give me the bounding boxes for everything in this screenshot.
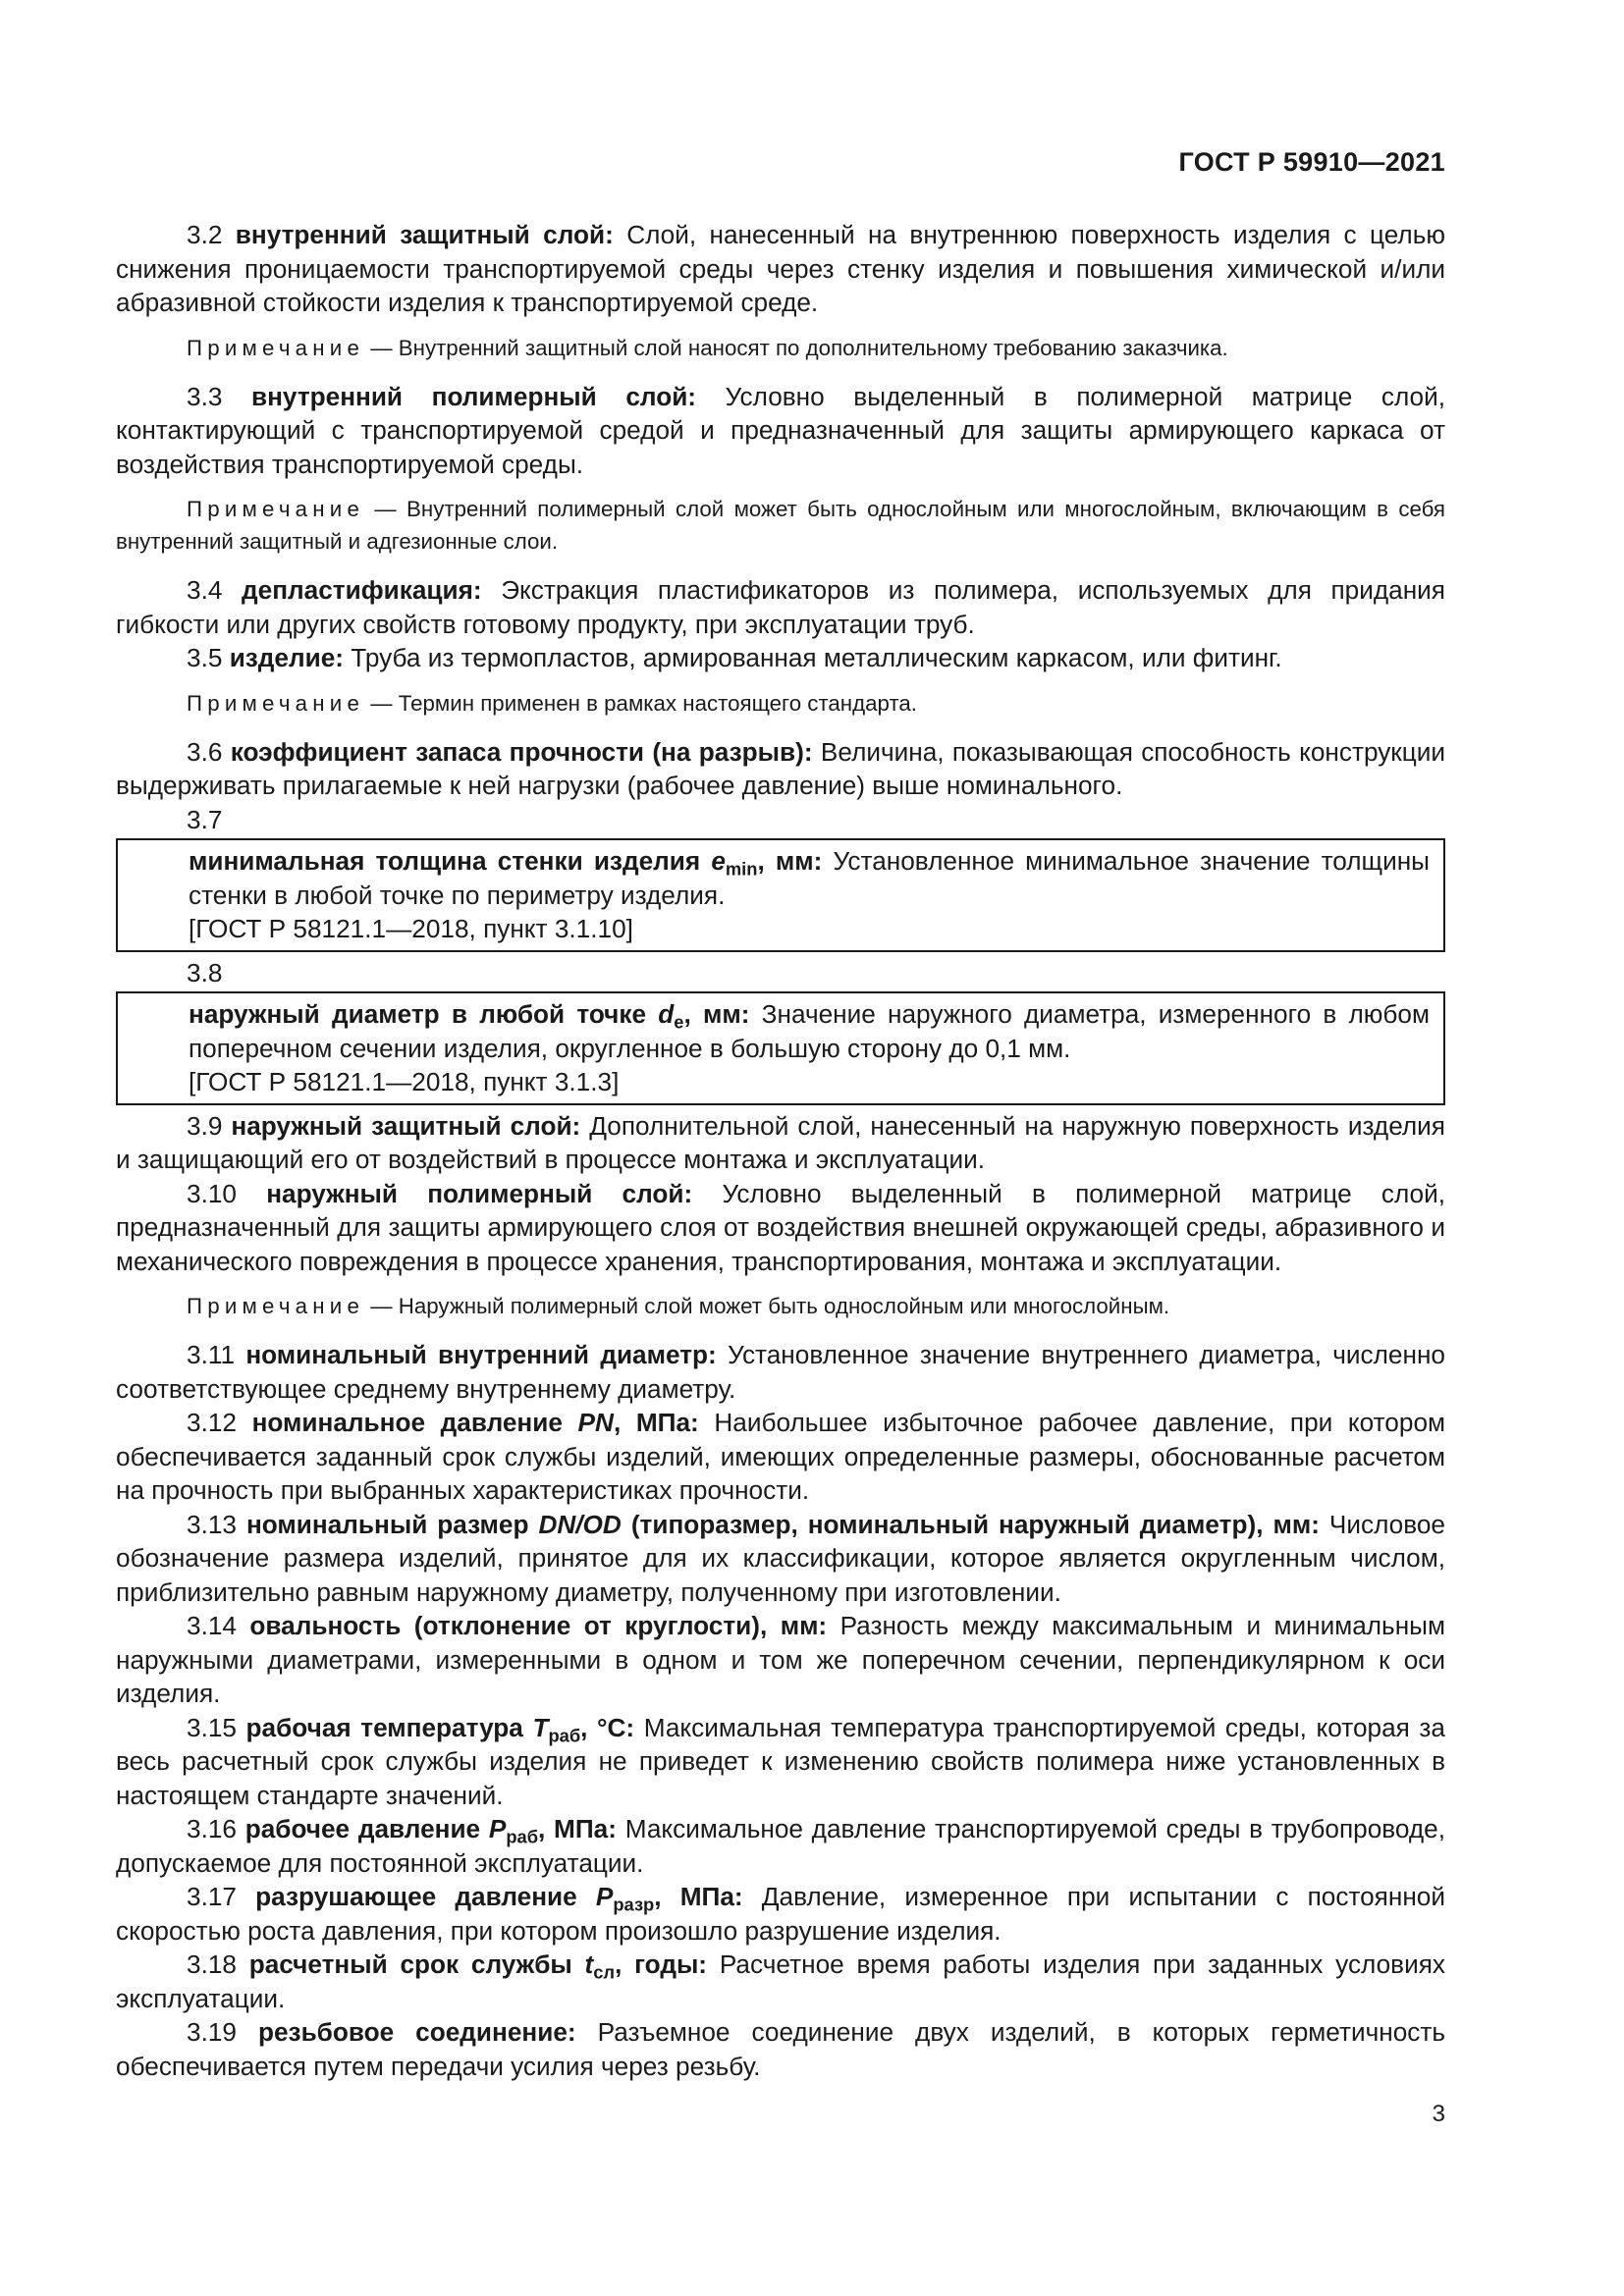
definition-text: Труба из термопластов, армированная металлическим каркасом, или фитинг.: [351, 643, 1282, 672]
term: овальность (отклонение от круглости), мм:: [249, 1611, 828, 1640]
term-unit: , МПа:: [654, 1882, 743, 1911]
term-unit: , мм:: [757, 846, 823, 876]
note-dash: —: [370, 1294, 393, 1318]
definition-3-15: [116, 1711, 1445, 1813]
note-text: Наружный полимерный слой может быть однослойным или многослойным.: [398, 1294, 1170, 1318]
definition-3-13: [116, 1508, 1445, 1610]
clause-number: 3.15: [187, 1712, 237, 1742]
term: резьбовое соединение:: [258, 2017, 576, 2047]
clause-number: 3.19: [187, 2017, 237, 2047]
term: номинальный внутренний диаметр:: [245, 1340, 717, 1369]
quoted-definition-3-7: [116, 838, 1445, 952]
clause-number: 3.9: [187, 1110, 223, 1141]
definition-3-8: [189, 997, 1430, 1065]
note-dash: —: [374, 497, 397, 521]
note-dash: —: [370, 335, 393, 360]
term: [189, 999, 750, 1033]
note-text: Внутренний полимерный слой может быть однослойным или многослойным, включающим в себя внутренний защитный и адгезионные слои.: [116, 497, 1445, 554]
clause-number: 3.17: [187, 1882, 237, 1911]
definition-3-19: [116, 2015, 1445, 2083]
term: [252, 1408, 699, 1437]
definition-3-11: [116, 1338, 1445, 1406]
source-reference: [ГОСТ Р 58121.1—2018, пункт 3.1.10]: [189, 914, 633, 943]
note-label: Примечание: [187, 1294, 365, 1318]
term-unit: , мм:: [683, 999, 750, 1029]
definition-text: Расчетное время работы изделия при заданных условиях эксплуатации.: [116, 1949, 1445, 2013]
term-unit: , МПа:: [613, 1408, 699, 1437]
clause-number: 3.12: [187, 1408, 237, 1437]
clause-number-3-8: 3.8: [187, 957, 223, 988]
clause-number: 3.4: [187, 575, 223, 605]
term-symbol: DN/OD: [538, 1509, 622, 1539]
definition-3-5: [116, 641, 1445, 675]
term-unit: , °C:: [580, 1712, 635, 1742]
term-text: номинальное давление: [251, 1408, 563, 1437]
definition-text: Максимальное давление транспортируемой среды в трубопроводе, допускаемое для постоянной эксплуатации.: [116, 1814, 1446, 1878]
term-symbol-subscript: раб: [548, 1725, 581, 1745]
term-symbol: t: [584, 1949, 594, 1979]
definition-3-4: [116, 573, 1445, 641]
term-unit: (типоразмер, номинальный наружный диаметр), мм:: [630, 1509, 1320, 1539]
term-symbol: e: [711, 846, 726, 876]
definition-3-2: [116, 218, 1445, 320]
note-text: Термин применен в рамках настоящего стандарта.: [398, 690, 917, 716]
definition-text: Условно выделенный в полимерной матрице слой, предназначенный для защиты армирующего слоя от воздействия внешней окружающей среды, абразивного и механического повреждения в процессе хранения, транспортирования, монтажа и эксплуатации.: [116, 1178, 1446, 1276]
definition-text: Значение наружного диаметра, измеренного в любом поперечном сечении изделия, округленное в большую сторону до 0,1 мм.: [189, 999, 1430, 1063]
definition-text: Установленное значение внутреннего диаметра, численно соответствующее среднему внутреннему диаметру.: [116, 1340, 1445, 1404]
term-symbol: T: [532, 1712, 549, 1742]
definition-3-3: [116, 380, 1445, 482]
note-text: Внутренний защитный слой наносят по дополнительному требованию заказчика.: [398, 335, 1228, 360]
note-label: Примечание: [187, 335, 365, 360]
term: депластификация:: [242, 575, 482, 605]
term-text: рабочая температура: [245, 1712, 523, 1742]
definition-3-12: [116, 1406, 1445, 1508]
term: [248, 1949, 708, 1983]
term-text: разрушающее давление: [255, 1882, 577, 1911]
note-dash: —: [370, 690, 393, 716]
clause-number: 3.10: [187, 1178, 237, 1208]
definition-text: Разность между максимальным и минимальным наружными диаметрами, измеренными в одном и том же поперечном сечении, перпендикулярном к оси изделия.: [116, 1611, 1445, 1708]
definition-text: Наибольшее избыточное рабочее давление, при котором обеспечивается заданный срок службы изделий, имеющих определенные размеры, обоснованные расчетом на прочность при выбранных характеристиках прочности.: [116, 1408, 1446, 1505]
definition-3-17: [116, 1880, 1445, 1948]
term-symbol-subscript: e: [674, 1011, 684, 1033]
term: изделие:: [229, 643, 345, 672]
term-unit: , МПа:: [538, 1814, 617, 1843]
term-text: рабочее давление: [244, 1814, 481, 1843]
definition-3-9: [116, 1109, 1445, 1177]
term: наружный полимерный слой:: [266, 1178, 693, 1208]
clause-number: 3.3: [187, 381, 223, 411]
term-symbol: P: [488, 1814, 507, 1843]
definition-text: Установленное минимальное значение толщины стенки в любой точке по периметру изделия.: [189, 846, 1430, 910]
clause-number: 3.13: [187, 1509, 237, 1539]
note-3-5: [116, 687, 1445, 720]
definition-3-6: [116, 735, 1445, 803]
definition-text: Величина, показывающая способность конструкции выдерживать прилагаемые к ней нагрузки (рабочее давление) выше номинального.: [116, 736, 1446, 800]
term-symbol-subscript: сл: [593, 1961, 616, 1983]
definition-3-16: [116, 1812, 1445, 1880]
document-body: [116, 218, 1445, 2083]
clause-number: 3.11: [187, 1340, 236, 1369]
note-3-3: [116, 493, 1445, 558]
term: внутренний полимерный слой:: [251, 381, 697, 411]
term-symbol-subscript: разр: [613, 1894, 655, 1915]
term-symbol-subscript: min: [725, 858, 758, 880]
term: [245, 1712, 635, 1745]
definition-text: Давление, измеренное при испытании с постоянной скоростью роста давления, при котором произошло разрушение изделия.: [116, 1882, 1445, 1946]
definition-text: Экстракция пластификаторов из полимера, используемых для придания гибкости или других свойств готовому продукту, при эксплуатации труб.: [116, 575, 1445, 639]
term-symbol: P: [595, 1882, 614, 1911]
definition-text: Разъемное соединение двух изделий, в которых герметичность обеспечивается путем передачи усилия через резьбу.: [116, 2017, 1446, 2081]
term-symbol: d: [658, 999, 675, 1029]
term: наружный защитный слой:: [231, 1110, 581, 1141]
note-label: Примечание: [187, 497, 365, 521]
definition-text: Числовое обозначение размера изделий, принятое для их классификации, которое является округленным числом, приблизительно равным наружному диаметру, полученному при изготовлении.: [116, 1509, 1445, 1607]
definition-3-7: [189, 844, 1430, 912]
definition-3-18: [116, 1948, 1445, 2015]
definition-3-14: [116, 1609, 1445, 1711]
clause-number: 3.14: [187, 1611, 237, 1640]
term-text: расчетный срок службы: [248, 1949, 572, 1979]
definition-text: Слой, нанесенный на внутреннюю поверхность изделия с целью снижения проницаемости транспортируемой среды через стенку изделия и повышения химической и/или абразивной стойкости изделия к транспортируемой среде.: [116, 220, 1445, 317]
note-label: Примечание: [187, 690, 365, 716]
clause-number: 3.5: [187, 643, 223, 672]
term-symbol-subscript: раб: [506, 1826, 539, 1847]
term-text: наружный диаметр в любой точке: [189, 999, 647, 1029]
definition-3-10: [116, 1177, 1445, 1279]
term: внутренний защитный слой:: [235, 220, 614, 249]
clause-number: 3.6: [187, 736, 223, 767]
quoted-definition-3-8: [116, 991, 1445, 1105]
term-unit: , годы:: [615, 1949, 708, 1979]
term: коэффициент запаса прочности (на разрыв):: [230, 736, 813, 767]
term: [246, 1510, 1320, 1539]
clause-number: 3.18: [187, 1949, 237, 1979]
clause-number: 3.2: [187, 220, 223, 249]
note-3-10: [116, 1290, 1445, 1322]
term-text: номинальный размер: [245, 1509, 529, 1539]
clause-number: 3.16: [187, 1814, 237, 1843]
term: [189, 846, 823, 880]
definition-text: Дополнительной слой, нанесенный на наружную поверхность изделия и защищающий его от воздействий в процессе монтажа и эксплуатации.: [116, 1110, 1445, 1174]
definition-text: Максимальная температура транспортируемой среды, которая за весь расчетный срок службы изделия не приведет к изменению свойств полимера ниже установленных в настоящем стандарте значений.: [116, 1712, 1445, 1810]
term: [255, 1882, 743, 1915]
note-3-2: [116, 332, 1445, 364]
document-header: ГОСТ Р 59910—2021: [1178, 147, 1445, 177]
term: [244, 1814, 617, 1847]
source-reference: [ГОСТ Р 58121.1—2018, пункт 3.1.3]: [189, 1067, 620, 1096]
page-number: 3: [1432, 2101, 1445, 2127]
clause-number-3-7: 3.7: [187, 804, 223, 834]
term-symbol: PN: [577, 1408, 614, 1437]
definition-text: Условно выделенный в полимерной матрице слой, контактирующий с транспортируемой средой и предназначенный для защиты армирующего каркаса от воздействия транспортируемой среды.: [116, 381, 1445, 479]
term-text: минимальная толщина стенки изделия: [189, 846, 701, 876]
